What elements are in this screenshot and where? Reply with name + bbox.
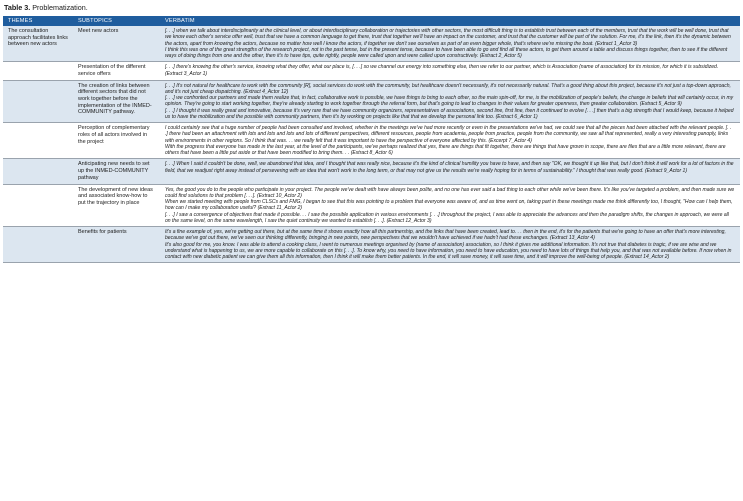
theme-cell xyxy=(3,80,73,123)
table-caption xyxy=(4,3,88,12)
table-row xyxy=(3,184,740,227)
theme-cell xyxy=(3,184,73,227)
verbatim-cell xyxy=(160,62,740,80)
verbatim-extract: [. . .] It's not natural for healthcare to work with the community [R], social services do work with the community, but healthcare doesn't necessarily, it's not necessarily natural. That's a good thing about this project, because it's not just a top-down approach, and it's not just cheap dispatching. (Extract 4_Actor 12) xyxy=(165,82,731,95)
verbatim-extract: It's also good for me, you know. I was able to attend a cooking class, I went to numerous meetings organised by (name of association) association, so I think it gives me additional information. It's not true that diabetes is tragic, if we are wise and we understand what is happening to us, we are more capable to collaborate on this [. . .]. To know why, you need to have information, you need to have education, you need to have lots of things that help you, and that was not available before. If now when in contact with new diabetic patient we can give them all this information, then I think it will make them better patients. In the end, it will save money, it will save time, and it will improve the well-being of people. (Extract 14_Actor 2) xyxy=(165,241,732,261)
header-subtopics: SUBTOPICS xyxy=(73,16,160,26)
subtopic-cell: The creation of links between different sectors that did not work together before the implementation of the INMED-COMMUNITY pathway. xyxy=(73,80,160,123)
subtopic-cell: Meet new actors xyxy=(73,26,160,62)
problematization-table xyxy=(3,16,740,263)
caption-label: Table 3. xyxy=(4,3,31,12)
table-row xyxy=(3,26,740,62)
verbatim-extract: With the progress that everyone has made in the last year, at the level of the participants, we've perhaps realized that yes, there are things that fit together, there are things that have grown in scope, there are files that are a little more relevant, there are others that have been a little put aside or that have been modified to bring them. . . (Extract 8_Actor 6) xyxy=(165,143,726,157)
verbatim-cell xyxy=(160,123,740,159)
table-row xyxy=(3,159,740,184)
verbatim-cell xyxy=(160,159,740,184)
theme-cell xyxy=(3,159,73,184)
verbatim-extract: [. . .] when we talk about interdisciplinarity at the clinical level, or about interdisciplinary collaboration or trajectories with other sectors, the most difficult thing is to establish trust between each of the members, trust that the work will be well done, trust that we know each other's service offer well, trust that we have a common language to get there, trust that together we'll have an impact on the customer, and trust that the customer will be part of the solution. For me, it's the link, then it's the dynamic between the actors, apart from knowing the actors, because no matter how well I know the actors, if together we don't see ourselves as part of an even bigger whole, that's where we're missing the boat. (Extract 1_Actor 3) xyxy=(165,28,731,47)
verbatim-extract: I could certainly see that a huge number of people had been consulted and involved, whether in the meetings we've had more recently or even in the presentations we've had, we could see that all the pieces had been attached with the relevant people. [. . .] there had been an attachment with lots and lots and lots and lots of different perspectives, different resources, people from academia, people from practice, people from the community, we saw all that represented, really a very interesting panoply, links with environments in other regions. So I think that was. . . we really felt that it was important to have the perspective of everyone affected by this. (Excerpt 7_Actor 4) xyxy=(165,125,732,144)
table-header-row xyxy=(3,16,740,26)
subtopic-cell: Presentation of the different service offers xyxy=(73,62,160,80)
theme-cell xyxy=(3,227,73,263)
verbatim-extract: [. . .] there's knowing the other's service, knowing what they offer, what our place is, [. . .] so we channel our energy into something else, then we refer to our partner, which is Association (name of association) for its mission, for which it is subsidized. (Extract 3_Actor 1) xyxy=(165,64,719,77)
subtopic-cell: Perception of complementary roles of all actors involved in the project xyxy=(73,123,160,159)
verbatim-extract: [. . .] I saw a convergence of objectives that made it possible. . . I saw the possible application in various environments [. . .] throughout the project, I was able to appreciate the advances and then the paradigm shifts, the changes in approach, we were all on the same level, on the same wavelength, I saw the quiet continuity we wanted to establish [. . .]. (Extract 12_Actor 3) xyxy=(165,211,729,224)
verbatim-extract: It's a fine example of, yes, we're getting out there, but at the same time it shows exactly how all this partnership, and the links that have been created, lead to. . . then in the end, it's for the patients that we're going to have an offer that's more interesting, because we've got out there, we've seen our thinking differently, bringing in new points, new perspectives that we wouldn't have achieved if we hadn't had these exchanges. (Extract 13_Actor 4) xyxy=(165,229,726,242)
header-verbatim: VERBATIM xyxy=(160,16,740,26)
verbatim-extract: [. . .] I thought it was really great and innovative, because it's very rare that we have community organizers, representatives of associations, second line, first line, then it continued to evolve [. . .] then that's a big strength that I would keep, because it helped us to have the mobilization and the possible with community partners, then it's by working on projects like that that we develop the personal link too. (Extract 6_Actor 1) xyxy=(165,107,734,120)
subtopic-cell: Benefits for patients xyxy=(73,227,160,263)
verbatim-extract: Yes, the good you do to the people who participate in your project. The people we've dealt with have always been polite, and no one has ever said a bad thing to each other while we've been there. It's like you've targeted a problem, and then made sure we could find solutions to that problem [. . .]. (Extract 10_Actor 2) xyxy=(165,186,735,199)
theme-cell: The consultation approach facilitates links between new actors xyxy=(3,26,73,62)
verbatim-cell xyxy=(160,26,740,62)
verbatim-extract: I think this was one of the great strengths of the research project, not in the past tense, but in the present tense, because to have been able to go and find all these actors, to get them around a table and discuss things together, then to see if the different ways of doing things from one and the other, then it's to have tips, quite rightly, people were called upon and were called upon constructively. (Extract 2_Actor 5) xyxy=(165,46,728,59)
table-row xyxy=(3,62,740,80)
subtopic-cell: Anticipating new needs to set up the INMED-COMMUNITY pathway xyxy=(73,159,160,184)
verbatim-extract: When we started meeting with people from CLSCs and FMG, I began to see that this was pointing to a problem that everyone was aware of, and as time went on, taking part in these meetings made me think differently too, I thought, "How can I help them, how can I make my collaboration useful? (Extract 11_Actor 2) xyxy=(165,199,733,212)
table-row xyxy=(3,80,740,123)
verbatim-cell xyxy=(160,227,740,263)
table-body xyxy=(3,26,740,263)
subtopic-cell: The development of new ideas and associated know-how to put the trajectory in place xyxy=(73,184,160,227)
theme-cell xyxy=(3,62,73,80)
verbatim-extract: [. . .] When I said it couldn't be done, well, we abandoned that idea, and I thought that was really nice, because it's the kind of clinical humility you have to have, and then say "OK, we thought it up like that, but I don't think it will work for a lot of factors in the field, that we readjust right away instead of persevering with an idea that won't work in the long term, or that may not give us the results we're really hoping for in terms of sustainability." I thought that was really good. (Extract 9_Actor 1) xyxy=(165,161,734,174)
verbatim-cell xyxy=(160,80,740,123)
verbatim-extract: [. . .] we confronted our partners and made them realize that, in fact, collaborative work is possible, we have things to bring to each other, so the main spin-off, for me, is the mobilization of people's beliefs, the change in beliefs that will certainly occur, in my opinion. They're going to start working together, they're already starting to work together through the referral form, but that's going to lead to changes in their values for greater openness, then greater collaboration. (Extract 5_Actor 9) xyxy=(165,95,734,108)
caption-text: Problematization. xyxy=(32,3,88,12)
table-row xyxy=(3,227,740,263)
verbatim-cell xyxy=(160,184,740,227)
table-row xyxy=(3,123,740,159)
header-themes: THEMES xyxy=(3,16,73,26)
theme-cell xyxy=(3,123,73,159)
